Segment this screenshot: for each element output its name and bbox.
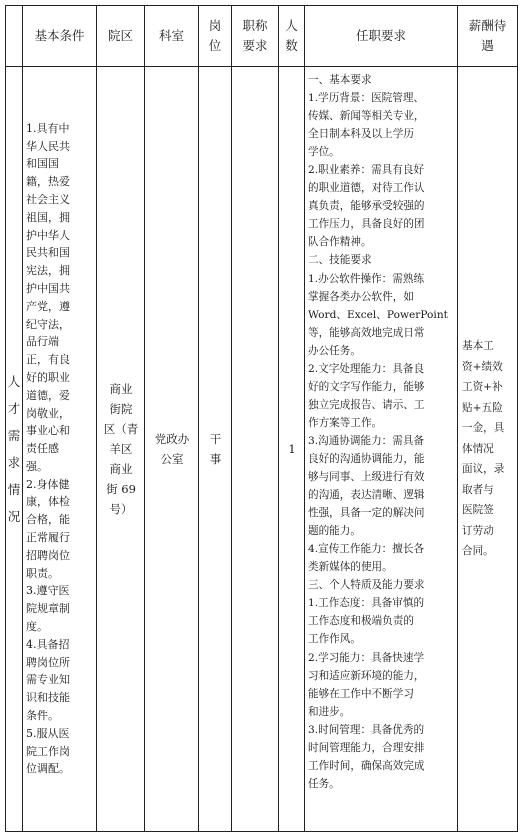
header-headcount [279,6,305,67]
basic-condition-line: 院工作岗 [26,744,70,758]
basic-condition-line: 岗敬业， [26,406,70,420]
requirement-line: 独立完成报告、请示、工 [308,398,425,411]
header-title-requirement [232,6,279,67]
requirement-line: 够与同事、上级进行有效 [308,471,425,484]
basic-condition-line: 纪守法， [26,317,70,331]
requirement-line: 1.工作态度：具备审慎的 [308,597,425,610]
basic-condition-line: 祖国，拥 [26,210,70,224]
requirement-line: 2.文字处理能力：具备良 [308,362,425,375]
basic-condition-line: 品行端 [26,335,59,349]
basic-condition-line: 民共和国 [26,246,70,260]
post-line: 事 [209,452,222,466]
basic-condition-line: 社会主义 [26,192,70,206]
salary-line: 医院签 [462,504,494,517]
basic-conditions-cell [23,67,97,832]
requirement-line: 1.办公软件操作：需熟练 [308,272,425,285]
requirement-line: 2.学习能力：具备快速学 [308,651,425,664]
basic-condition-line: 责任感 [26,442,59,456]
requirement-line: 掌握各类办公软件，如 [308,290,414,303]
requirement-line: 全日制本科及以上学历 [308,128,414,141]
basic-condition-line: 招聘岗位 [26,548,70,562]
post-line: 干 [209,432,222,446]
data-row [6,67,518,832]
requirement-line: 二、技能要求 [308,254,372,267]
salary-line: 面议，录 [462,463,505,476]
header-blank-cell [6,6,23,67]
department-cell [145,67,199,832]
header-count-line: 人 [285,18,298,33]
requirements-cell [305,67,458,832]
header-salary [458,6,518,67]
requirement-line: 办公任务。 [308,344,361,357]
requirement-line: 时间管理能力，合理安排 [308,741,425,754]
basic-condition-line: 2.身体健 [26,477,70,491]
header-post-line: 岗 [208,18,222,33]
basic-condition-line: 华人民共 [26,139,70,153]
requirement-line: 类新媒体的使用。 [308,561,393,574]
header-row [6,6,518,67]
row-label-char: 情 [7,482,21,497]
requirement-line: 3.时间管理：具备优秀的 [308,723,425,736]
requirement-line: 3.沟通协调能力：需具备 [308,434,425,447]
recruitment-table [5,5,518,832]
basic-condition-line: 聘岗位所 [26,655,70,669]
basic-condition-line: 强。 [26,459,48,473]
requirement-line: 学位。 [308,146,340,159]
requirement-line: 性强，具备一定的解决问 [308,507,425,520]
salary-line: 贴+五险 [462,401,503,414]
header-requirements-label: 任职要求 [355,28,406,43]
campus-line: 区（青 [103,422,139,436]
requirement-line: 工作时间，确保高效完成 [308,759,425,772]
basic-condition-line: 产党，遵 [26,299,70,313]
requirement-line: 习和适应新环境的能力， [308,669,425,682]
basic-condition-line: 正常履行 [26,531,70,545]
row-label-char: 才 [7,401,21,416]
requirement-line: 2.职业素养：需具有良好 [308,164,425,177]
header-department-label: 科室 [158,28,184,43]
salary-line: 合同。 [462,545,494,558]
basic-condition-line: 合格，能 [26,513,70,527]
salary-line: 资+绩效 [462,360,503,373]
header-campus-label: 院区 [107,28,133,43]
header-department [145,6,199,67]
basic-condition-line: 籍，热爱 [26,175,70,189]
header-post-line: 位 [208,38,222,53]
basic-condition-line: 宪法，拥 [26,264,70,278]
campus-cell [97,67,145,832]
basic-condition-line: 5.服从医 [26,726,70,740]
campus-line: 号） [109,502,133,516]
header-title-line: 职称 [242,18,268,33]
requirement-line: 三、个人特质及能力要求 [308,579,425,592]
basic-condition-line: 职责。 [26,566,59,580]
header-salary-line: 薪酬待 [468,18,507,33]
salary-line: 取者与 [462,483,494,496]
basic-condition-line: 好的职业 [26,370,70,384]
requirement-line: 一、基本要求 [308,74,372,86]
post-cell [199,67,232,832]
basic-condition-line: 康，体检 [26,495,70,509]
basic-condition-line: 4.具备招 [26,637,70,651]
requirement-line: 能够在工作中不断学习 [308,687,414,700]
title-requirement-cell [232,67,279,832]
salary-line: 体情况 [462,442,494,455]
requirement-line: 好的文字写作能力，能够 [308,380,425,393]
requirement-line: 任务。 [308,777,340,790]
requirement-line: 和进步。 [308,705,351,718]
requirement-line: 作方案等工作。 [308,416,383,429]
basic-condition-line: 和国国 [26,157,59,171]
header-campus [97,6,145,67]
basic-condition-line: 院规章制 [26,602,70,616]
basic-condition-line: 护中国共 [26,281,70,295]
requirement-line: 的沟通，表达清晰、逻辑 [308,489,425,502]
header-basic-label: 基本条件 [34,28,85,43]
row-label-char: 人 [7,374,21,389]
header-requirements [305,6,458,67]
salary-cell [458,67,518,832]
basic-condition-line: 1.具有中 [26,121,70,135]
campus-line: 街院 [109,402,133,416]
header-post [199,6,232,67]
basic-condition-line: 位调配。 [26,762,70,776]
campus-line: 街 69 [106,482,136,496]
requirement-line: 的职业道德，对待工作认 [308,182,425,195]
salary-line: 工资+补 [462,381,503,394]
row-label-char: 求 [7,455,21,470]
requirement-line: 题的能力。 [308,525,361,538]
requirement-line: Word、Excel、PowerPoint [308,308,448,321]
requirement-line: 良好的沟通协调能力，能 [308,452,425,465]
header-basic-conditions [23,6,97,67]
headcount-cell [279,67,305,832]
requirement-line: 真负责，能够承受较强的 [308,200,425,213]
basic-condition-line: 事业心和 [26,424,70,438]
basic-condition-line: 度。 [26,620,48,634]
header-count-line: 数 [285,38,298,53]
department-line: 公室 [160,452,184,466]
salary-line: 基本工 [462,340,494,353]
requirement-line: 工作态度和极端负责的 [308,615,414,628]
header-salary-line: 遇 [481,38,494,53]
requirement-line: 等，能够高效地完成日常 [308,326,425,339]
requirement-line: 工作压力，具备良好的团 [308,218,425,231]
department-line: 党政办 [154,432,190,446]
basic-condition-line: 道德，爱 [26,388,70,402]
basic-condition-line: 3.遵守医 [26,584,70,598]
row-label-talent-demand [6,67,23,832]
requirement-line: 队合作精神。 [308,236,372,249]
basic-condition-line: 条件。 [26,709,59,723]
requirement-line: 1.学历背景：医院管理、 [308,92,425,105]
campus-line: 商业 [109,382,133,396]
requirement-line: 4.宣传工作能力：擅长各 [308,543,425,556]
basic-condition-line: 需专业知 [26,673,70,687]
basic-condition-line: 护中华人 [26,228,70,242]
basic-condition-line: 正，有良 [26,353,70,367]
campus-line: 商业 [109,462,133,476]
row-label-char: 况 [7,509,21,524]
requirement-line: 工作作风。 [308,633,361,646]
requirement-line: 传媒、新闻等相关专业， [308,110,425,123]
campus-line: 羊区 [109,442,133,456]
header-title-line: 要求 [242,38,268,53]
salary-line: 订劳动 [462,524,494,537]
salary-line: 一金，具 [462,422,505,435]
headcount-value: 1 [288,442,296,456]
basic-condition-line: 识和技能 [26,691,70,705]
row-label-char: 需 [7,428,21,443]
